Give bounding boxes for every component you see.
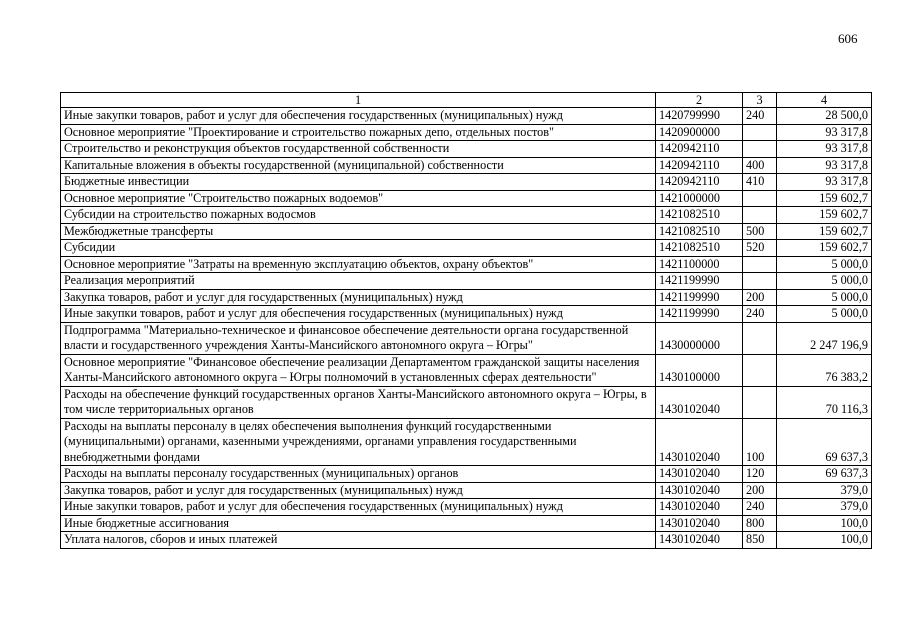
row-code-cell: 1421100000 <box>656 256 743 273</box>
row-name-cell: Основное мероприятие "Проектирование и строительство пожарных депо, отдельных постов" <box>61 124 656 141</box>
row-name-cell: Капитальные вложения в объекты государственной (муниципальной) собственности <box>61 157 656 174</box>
table-row <box>61 207 872 224</box>
page-number: 606 <box>838 31 858 46</box>
row-name-cell: Строительство и реконструкция объектов государственной собственности <box>61 141 656 158</box>
row-amount-cell: 379,0 <box>777 499 872 516</box>
row-amount-cell: 100,0 <box>777 532 872 549</box>
row-code-cell: 1420942110 <box>656 141 743 158</box>
header-col-2: 2 <box>656 93 743 108</box>
header-row <box>61 93 872 108</box>
row-code-cell: 1421199990 <box>656 273 743 290</box>
row-amount-cell: 93 317,8 <box>777 124 872 141</box>
header-col-3: 3 <box>743 93 777 108</box>
row-code-cell: 1430000000 <box>656 322 743 354</box>
row-code-cell: 1421000000 <box>656 190 743 207</box>
row-expense-type-cell: 410 <box>743 174 777 191</box>
row-amount-cell: 159 602,7 <box>777 207 872 224</box>
table-row <box>61 256 872 273</box>
row-code-cell: 1421199990 <box>656 306 743 323</box>
row-name-cell: Субсидии на строительство пожарных водосмов <box>61 207 656 224</box>
row-name-cell: Реализация мероприятий <box>61 273 656 290</box>
table-row <box>61 482 872 499</box>
header-col-1: 1 <box>61 93 656 108</box>
table-row <box>61 190 872 207</box>
row-expense-type-cell: 850 <box>743 532 777 549</box>
table-body <box>61 108 872 549</box>
row-amount-cell: 76 383,2 <box>777 354 872 386</box>
table-row <box>61 418 872 466</box>
row-name-cell: Основное мероприятие "Затраты на временную эксплуатацию объектов, охрану объектов" <box>61 256 656 273</box>
row-name-cell: Расходы на выплаты персоналу государственных (муниципальных) органов <box>61 466 656 483</box>
row-expense-type-cell: 240 <box>743 306 777 323</box>
row-expense-type-cell <box>743 322 777 354</box>
table-row <box>61 108 872 125</box>
table-row <box>61 322 872 354</box>
row-expense-type-cell: 800 <box>743 515 777 532</box>
table-row <box>61 515 872 532</box>
row-name-cell: Бюджетные инвестиции <box>61 174 656 191</box>
table-row <box>61 174 872 191</box>
row-code-cell: 1420942110 <box>656 157 743 174</box>
table-row <box>61 466 872 483</box>
row-expense-type-cell <box>743 256 777 273</box>
row-amount-cell: 28 500,0 <box>777 108 872 125</box>
row-code-cell: 1430100000 <box>656 354 743 386</box>
row-amount-cell: 100,0 <box>777 515 872 532</box>
row-expense-type-cell: 500 <box>743 223 777 240</box>
row-name-cell: Основное мероприятие "Финансовое обеспечение реализации Департаментом гражданской защиты населения Ханты-Мансийского автономного округа – Югры полномочий в установленных сферах деятельности" <box>61 354 656 386</box>
table-row <box>61 499 872 516</box>
table-row <box>61 240 872 257</box>
row-amount-cell: 5 000,0 <box>777 289 872 306</box>
row-expense-type-cell: 520 <box>743 240 777 257</box>
row-name-cell: Субсидии <box>61 240 656 257</box>
table-row <box>61 223 872 240</box>
row-code-cell: 1430102040 <box>656 466 743 483</box>
row-name-cell: Закупка товаров, работ и услуг для государственных (муниципальных) нужд <box>61 482 656 499</box>
row-amount-cell: 93 317,8 <box>777 157 872 174</box>
row-code-cell: 1421199990 <box>656 289 743 306</box>
row-name-cell: Иные закупки товаров, работ и услуг для обеспечения государственных (муниципальных) нужд <box>61 499 656 516</box>
table-row <box>61 354 872 386</box>
row-code-cell: 1430102040 <box>656 499 743 516</box>
row-name-cell: Расходы на обеспечение функций государственных органов Ханты-Мансийского автономного округа – Югры, в том числе территориальных органов <box>61 386 656 418</box>
row-code-cell: 1430102040 <box>656 386 743 418</box>
table-row <box>61 141 872 158</box>
row-amount-cell: 159 602,7 <box>777 240 872 257</box>
table-header <box>61 93 872 108</box>
row-amount-cell: 93 317,8 <box>777 141 872 158</box>
row-expense-type-cell: 100 <box>743 418 777 466</box>
table-row <box>61 273 872 290</box>
row-name-cell: Подпрограмма "Материально-техническое и финансовое обеспечение деятельности органа государственной власти и государственного учреждения Ханты-Мансийского автономного округа – Югры" <box>61 322 656 354</box>
table-row <box>61 157 872 174</box>
row-expense-type-cell <box>743 354 777 386</box>
row-name-cell: Иные закупки товаров, работ и услуг для обеспечения государственных (муниципальных) нужд <box>61 306 656 323</box>
row-amount-cell: 2 247 196,9 <box>777 322 872 354</box>
row-code-cell: 1430102040 <box>656 515 743 532</box>
row-code-cell: 1420900000 <box>656 124 743 141</box>
row-expense-type-cell <box>743 124 777 141</box>
row-expense-type-cell: 240 <box>743 108 777 125</box>
row-expense-type-cell: 200 <box>743 289 777 306</box>
row-code-cell: 1430102040 <box>656 418 743 466</box>
header-col-4: 4 <box>777 93 872 108</box>
row-expense-type-cell <box>743 207 777 224</box>
row-code-cell: 1430102040 <box>656 532 743 549</box>
row-name-cell: Основное мероприятие "Строительство пожарных водоемов" <box>61 190 656 207</box>
row-expense-type-cell: 240 <box>743 499 777 516</box>
budget-table <box>60 92 872 549</box>
table-row <box>61 289 872 306</box>
table-row <box>61 532 872 549</box>
row-name-cell: Расходы на выплаты персоналу в целях обеспечения выполнения функций государственными (муниципальными) органами, казенными учреждениями, органами управления государственными внебюджетными фондами <box>61 418 656 466</box>
table-row <box>61 386 872 418</box>
row-amount-cell: 69 637,3 <box>777 418 872 466</box>
row-name-cell: Закупка товаров, работ и услуг для государственных (муниципальных) нужд <box>61 289 656 306</box>
row-amount-cell: 5 000,0 <box>777 256 872 273</box>
row-amount-cell: 379,0 <box>777 482 872 499</box>
row-code-cell: 1420799990 <box>656 108 743 125</box>
row-expense-type-cell <box>743 273 777 290</box>
row-amount-cell: 69 637,3 <box>777 466 872 483</box>
row-expense-type-cell <box>743 141 777 158</box>
row-code-cell: 1421082510 <box>656 240 743 257</box>
row-amount-cell: 93 317,8 <box>777 174 872 191</box>
row-name-cell: Иные бюджетные ассигнования <box>61 515 656 532</box>
row-name-cell: Уплата налогов, сборов и иных платежей <box>61 532 656 549</box>
row-expense-type-cell: 200 <box>743 482 777 499</box>
row-name-cell: Межбюджетные трансферты <box>61 223 656 240</box>
row-amount-cell: 159 602,7 <box>777 223 872 240</box>
row-amount-cell: 159 602,7 <box>777 190 872 207</box>
row-expense-type-cell <box>743 386 777 418</box>
table-row <box>61 124 872 141</box>
row-expense-type-cell <box>743 190 777 207</box>
row-code-cell: 1430102040 <box>656 482 743 499</box>
row-code-cell: 1421082510 <box>656 223 743 240</box>
row-expense-type-cell: 400 <box>743 157 777 174</box>
row-expense-type-cell: 120 <box>743 466 777 483</box>
row-amount-cell: 5 000,0 <box>777 306 872 323</box>
row-amount-cell: 5 000,0 <box>777 273 872 290</box>
row-code-cell: 1421082510 <box>656 207 743 224</box>
table-row <box>61 306 872 323</box>
row-code-cell: 1420942110 <box>656 174 743 191</box>
row-name-cell: Иные закупки товаров, работ и услуг для обеспечения государственных (муниципальных) нужд <box>61 108 656 125</box>
row-amount-cell: 70 116,3 <box>777 386 872 418</box>
